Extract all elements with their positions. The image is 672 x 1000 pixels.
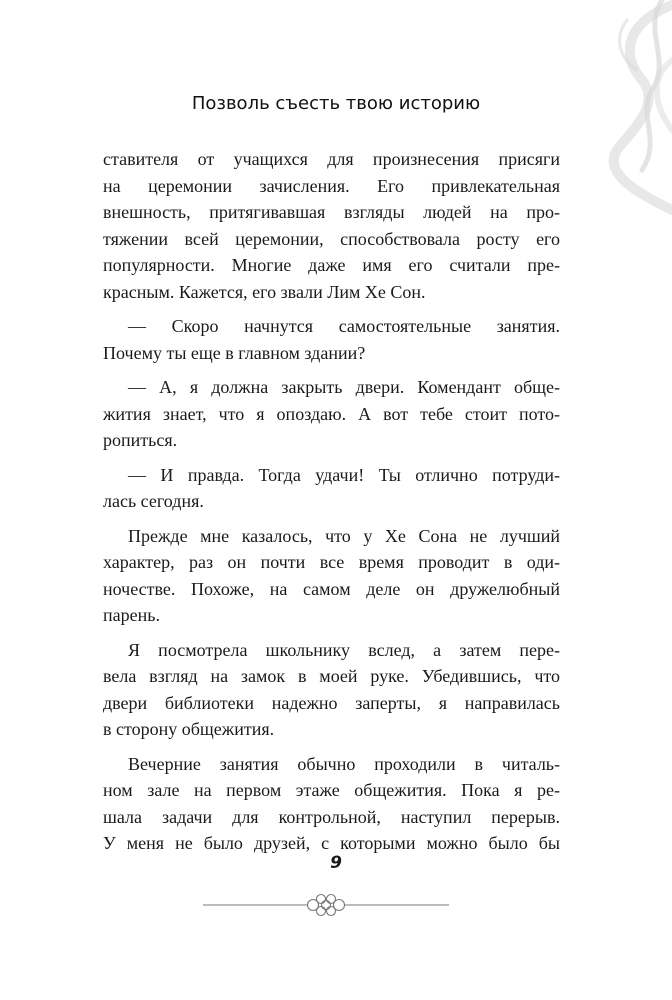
text-line: лась сегодня.	[103, 491, 204, 511]
text-line: внешность, притягивавшая взгляды людей на про-	[103, 202, 560, 222]
page-body	[103, 146, 560, 865]
text-line: популярности. Многие даже имя его считали пре-	[103, 255, 560, 275]
text-line: Я посмотрела школьнику вслед, а затем пере-	[128, 639, 560, 660]
page-number: 9	[330, 853, 342, 873]
paragraph	[103, 751, 560, 857]
text-line: ном зале на первом этаже общежития. Пока я ре-	[103, 780, 560, 800]
text-line: — А, я должна закрыть двери. Комендант обще-	[128, 377, 560, 397]
text-line: Почему ты еще в главном здании?	[103, 342, 366, 363]
knot-ornament-divider	[203, 890, 449, 920]
text-line: У меня не было друзей, с которыми можно было бы	[103, 833, 560, 853]
paragraph	[103, 637, 560, 743]
paragraph	[103, 313, 560, 366]
text-line: парень.	[103, 605, 160, 625]
text-line: Вечерние занятия обычно проходили в читаль-	[128, 753, 560, 774]
text-line: на церемонии зачисления. Его привлекательная	[103, 175, 560, 196]
text-line: шала задачи для контрольной, наступил перерыв.	[103, 806, 560, 827]
paragraph	[103, 146, 560, 305]
text-line: Прежде мне казалось, что у Хе Сона не лучший	[128, 525, 560, 546]
text-line: двери библиотеки надежно заперты, я направилась	[103, 692, 560, 713]
paragraph	[103, 462, 560, 515]
text-line: жития знает, что я опоздаю. А вот тебе стоит пото-	[103, 403, 560, 424]
text-line: — И правда. Тогда удачи! Ты отлично потруди-	[128, 464, 560, 485]
paragraph	[103, 523, 560, 629]
text-line: вела взгляд на замок в моей руке. Убедившись, что	[103, 666, 560, 686]
text-line: красным. Кажется, его звали Лим Хе Сон.	[103, 281, 426, 302]
paragraph	[103, 374, 560, 454]
text-line: тяжении всей церемонии, способствовала росту его	[103, 228, 560, 249]
text-line: ставителя от учащихся для произнесения присяги	[103, 149, 560, 169]
text-line: в сторону общежития.	[103, 719, 275, 739]
text-line: характер, раз он почти все время проводит в оди-	[103, 552, 560, 572]
text-line: ночестве. Похоже, на самом деле он дружелюбный	[103, 578, 560, 599]
running-header-title: Позволь съесть твою историю	[191, 93, 481, 114]
text-line: — Скоро начнутся самостоятельные занятия.	[128, 316, 560, 336]
text-line: ропиться.	[103, 430, 178, 450]
